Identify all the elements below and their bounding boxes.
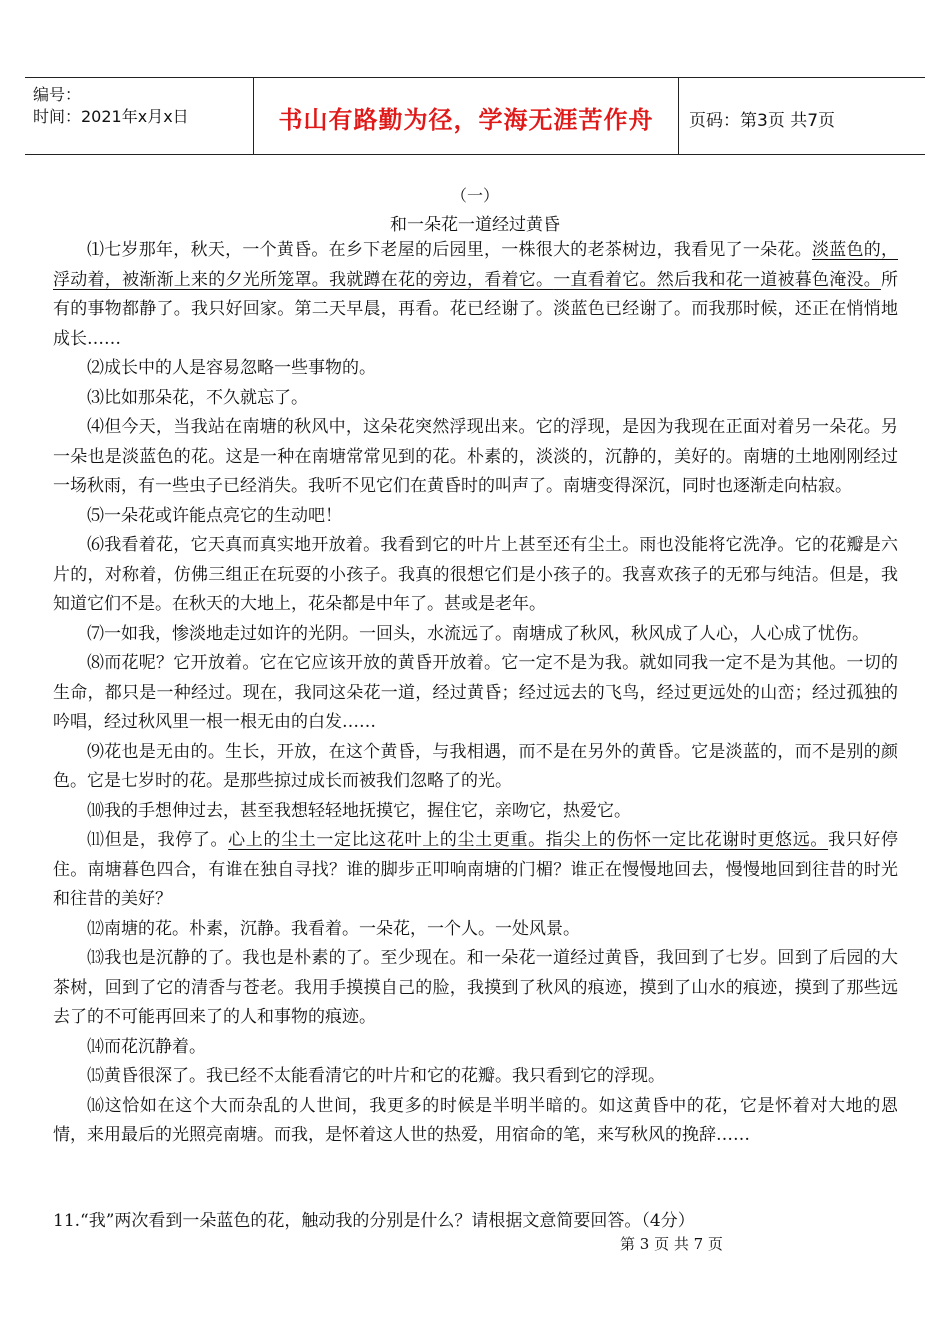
motto-text: 书山有路勤为径，学海无涯苦作舟 (278, 106, 654, 134)
p1-text-b: 所有的事物都静了。我只好回家。第二天早晨，再看。花已经谢了。淡蓝色已经谢了。而我那时候，还正在悄悄地成长…… (53, 269, 898, 349)
p1-underlined-3: 一直看着它。 (553, 269, 657, 290)
page-info: 页码：第3页 共7页 (689, 111, 836, 131)
paragraph-13: ⒀我也是沉静的了。我也是朴素的了。至少现在。和一朵花一道经过黄昏，我回到了七岁。回到了后园的大茶树，回到了它的清香与苍老。我用手摸摸自己的脸，我摸到了秋风的痕迹，摸到了山水的痕迹，摸到了那些远去了的不可能再回来了的人和事物的痕迹。 (53, 948, 898, 1027)
p1-underlined-4: 然后我和花一道被暮色淹没。 (656, 269, 881, 290)
article-body (53, 236, 898, 1151)
page-footer: 第 3 页 共 7 页 (620, 1235, 723, 1253)
paragraph-4: ⑷但今天，当我站在南塘的秋风中，这朵花突然浮现出来。它的浮现，是因为我现在正面对着另一朵花。另一朵也是淡蓝色的花。这是一种在南塘常常见到的花。朴素的，淡淡的，沉静的，美好的。南塘的土地刚刚经过一场秋雨，有一些虫子已经消失。我听不见它们在黄昏时的叫声了。南塘变得深沉，同时也逐渐走向枯寂。 (53, 417, 898, 496)
paragraph-14: ⒁而花沉静着。 (87, 1036, 206, 1057)
p1-text-a: ⑴七岁那年，秋天，一个黄昏。在乡下老屋的后园里，一株很大的老茶树边，我看见了一朵花。 (87, 240, 812, 260)
p1-underlined-1: 淡蓝色的，浮动着，被渐渐上来的夕光所笼罩。 (53, 240, 899, 290)
paragraph-7: ⑺一如我，惨淡地走过如许的光阴。一回头，水流远了。南塘成了秋风，秋风成了人心，人心成了忧伤。 (87, 623, 869, 644)
paragraph-10: ⑽我的手想伸过去，甚至我想轻轻地抚摸它，握住它，亲吻它，热爱它。 (87, 800, 631, 821)
p1-underlined-2: 我就蹲在花的旁边，看着它。 (329, 269, 554, 290)
paragraph-2: ⑵成长中的人是容易忽略一些事物的。 (87, 358, 376, 378)
p11-text-b: 我只好停住。南塘暮色四合，有谁在独自寻找？谁的脚步正叩响南塘的门楣？谁正在慢慢地回去，慢慢地回到往昔的时光和往昔的美好？ (53, 830, 899, 909)
paragraph-12: ⑿南塘的花。朴素，沉静。我看着。一朵花，一个人。一处风景。 (87, 918, 580, 939)
number-label: 编号： (33, 85, 82, 104)
paragraph-6: ⑹我看着花，它天真而真实地开放着。我看到它的叶片上甚至还有尘土。雨也没能将它洗净。它的花瓣是六片的，对称着，仿佛三组正在玩耍的小孩子。我真的很想它们是小孩子的。我喜欢孩子的无邪与纯洁。但是，我知道它们不是。在秋天的大地上，花朵都是中年了。甚或是老年。 (53, 535, 898, 614)
paragraph-8: ⑻而花呢？它开放着。它在它应该开放的黄昏开放着。它一定不是为我。就如同我一定不是为其他。一切的生命，都只是一种经过。现在，我同这朵花一道，经过黄昏；经过远去的飞鸟，经过更远处的山峦；经过孤独的吟唱，经过秋风里一根一根无由的白发…… (53, 653, 898, 732)
paragraph-15: ⒂黄昏很深了。我已经不太能看清它的叶片和它的花瓣。我只看到它的浮现。 (87, 1066, 665, 1086)
paragraph-1 (53, 236, 898, 354)
p11-underlined-1: 心上的尘土一定比这花叶上的尘土更重。 (228, 830, 546, 850)
header-page-cell (679, 78, 925, 154)
question-11: 11.“我”两次看到一朵蓝色的花，触动我的分别是什么？请根据文意简要回答。（4分） (53, 1211, 695, 1231)
p11-underlined-2: 指尖上的伤怀一定比花谢时更悠远。 (545, 830, 829, 850)
article-title: 和一朵花一道经过黄昏 (390, 215, 560, 235)
paragraph-9: ⑼花也是无由的。生长，开放，在这个黄昏，与我相遇，而不是在另外的黄昏。它是淡蓝的，而不是别的颜色。它是七岁时的花。是那些掠过成长而被我们忽略了的光。 (53, 741, 898, 791)
header-meta-cell (25, 78, 253, 154)
header-motto-cell (253, 78, 679, 154)
paragraph-3: ⑶比如那朵花，不久就忘了。 (87, 387, 308, 408)
paragraph-5: ⑸一朵花或许能点亮它的生动吧！ (87, 505, 342, 526)
paragraph-16: ⒃这恰如在这个大而杂乱的人世间，我更多的时候是半明半暗的。如这黄昏中的花，它是怀着对大地的恩情，来用最后的光照亮南塘。而我，是怀着这人世的热爱，用宿命的笔，来写秋风的挽辞…… (53, 1095, 898, 1145)
section-number: （一） (450, 186, 499, 205)
header-table (25, 77, 925, 155)
time-label: 时间：2021年x月x日 (33, 107, 189, 126)
p11-text-a: ⑾但是，我停了。 (87, 830, 229, 850)
paragraph-11 (53, 826, 898, 915)
